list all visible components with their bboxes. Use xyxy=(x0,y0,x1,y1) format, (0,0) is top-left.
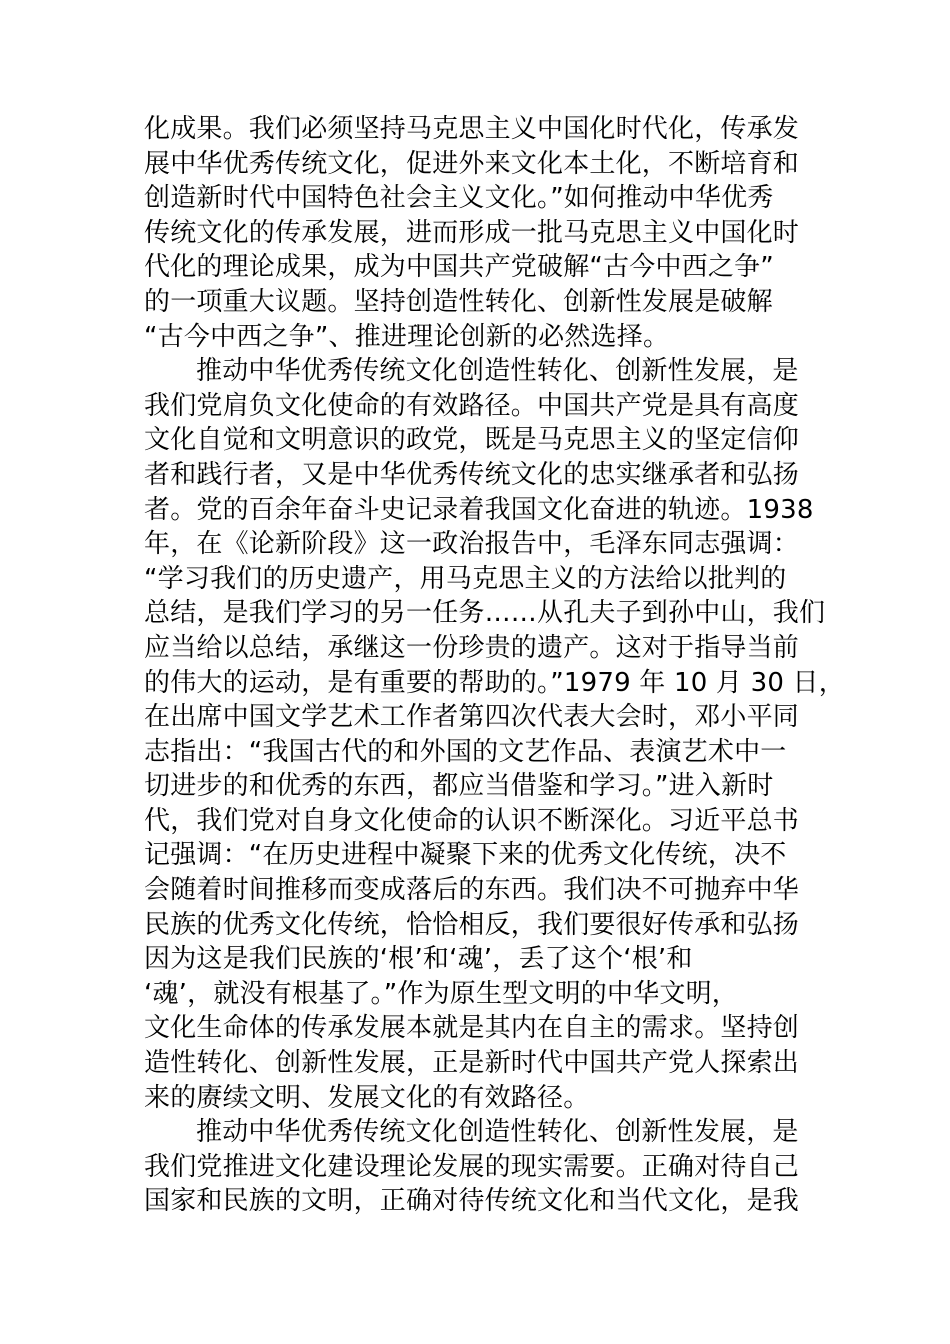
paragraph-start-line: 推动中华优秀传统文化创造性转化、创新性发展，是 xyxy=(196,356,799,387)
text-line: 传统文化的传承发展，进而形成一批马克思主义中国化时 xyxy=(144,217,800,248)
text-line: 的伟大的运动，是有重要的帮助的。”1979 年 10 月 30 日， xyxy=(144,667,845,698)
text-line: 志指出：“我国古代的和外国的文艺作品、表演艺术中一 xyxy=(144,736,787,767)
text-line: 年，在《论新阶段》这一政治报告中，毛泽东同志强调： xyxy=(144,529,800,560)
text-line: 来的赓续文明、发展文化的有效路径。 xyxy=(144,1082,590,1113)
text-line: 我们党肩负文化使命的有效路径。中国共产党是具有高度 xyxy=(144,390,800,421)
text-line: 会随着时间推移而变成落后的东西。我们决不可抛弃中华 xyxy=(144,875,800,906)
body-text xyxy=(144,112,844,1219)
text-line: ‘魂’，就没有根基了。”作为原生型文明的中华文明， xyxy=(144,978,738,1009)
text-line: 展中华优秀传统文化，促进外来文化本土化，不断培育和 xyxy=(144,148,800,179)
text-line: 因为这是我们民族的‘根’和‘魂’，丢了这个‘根’和 xyxy=(144,944,693,975)
text-line: 文化自觉和文明意识的政党，既是马克思主义的坚定信仰 xyxy=(144,425,800,456)
text-line: 切进步的和优秀的东西，都应当借鉴和学习。”进入新时 xyxy=(144,771,774,802)
text-line: 记强调：“在历史进程中凝聚下来的优秀文化传统，决不 xyxy=(144,840,787,871)
text-line: 我们党推进文化建设理论发展的现实需要。正确对待自己 xyxy=(144,1151,800,1182)
text-line: 总结，是我们学习的另一任务……从孔夫子到孙中山，我们 xyxy=(144,598,826,629)
text-line: “学习我们的历史遗产，用马克思主义的方法给以批判的 xyxy=(144,563,787,594)
text-line: 者和践行者，又是中华优秀传统文化的忠实继承者和弘扬 xyxy=(144,459,800,490)
text-line: 民族的优秀文化传统，恰恰相反，我们要很好传承和弘扬 xyxy=(144,909,800,940)
text-line: “古今中西之争”、推进理论创新的必然选择。 xyxy=(144,321,670,352)
text-line: 化成果。我们必须坚持马克思主义中国化时代化，传承发 xyxy=(144,114,800,144)
paragraph-start-line: 推动中华优秀传统文化创造性转化、创新性发展，是 xyxy=(196,1117,799,1148)
text-line: 国家和民族的文明，正确对待传统文化和当代文化，是我 xyxy=(144,1186,800,1217)
text-line: 的一项重大议题。坚持创造性转化、创新性发展是破解 xyxy=(144,286,773,317)
text-line: 者。党的百余年奋斗史记录着我国文化奋进的轨迹。1938 xyxy=(144,494,814,525)
text-line: 代化的理论成果，成为中国共产党破解“古今中西之争” xyxy=(144,252,774,283)
text-line: 创造新时代中国特色社会主义文化。”如何推动中华优秀 xyxy=(144,183,774,214)
text-line: 应当给以总结，承继这一份珍贵的遗产。这对于指导当前 xyxy=(144,632,800,663)
text-line: 文化生命体的传承发展本就是其内在自主的需求。坚持创 xyxy=(144,1013,800,1044)
text-line: 代，我们党对自身文化使命的认识不断深化。习近平总书 xyxy=(144,805,800,836)
text-line: 造性转化、创新性发展，正是新时代中国共产党人探索出 xyxy=(144,1048,800,1079)
text-line: 在出席中国文学艺术工作者第四次代表大会时，邓小平同 xyxy=(144,702,800,733)
